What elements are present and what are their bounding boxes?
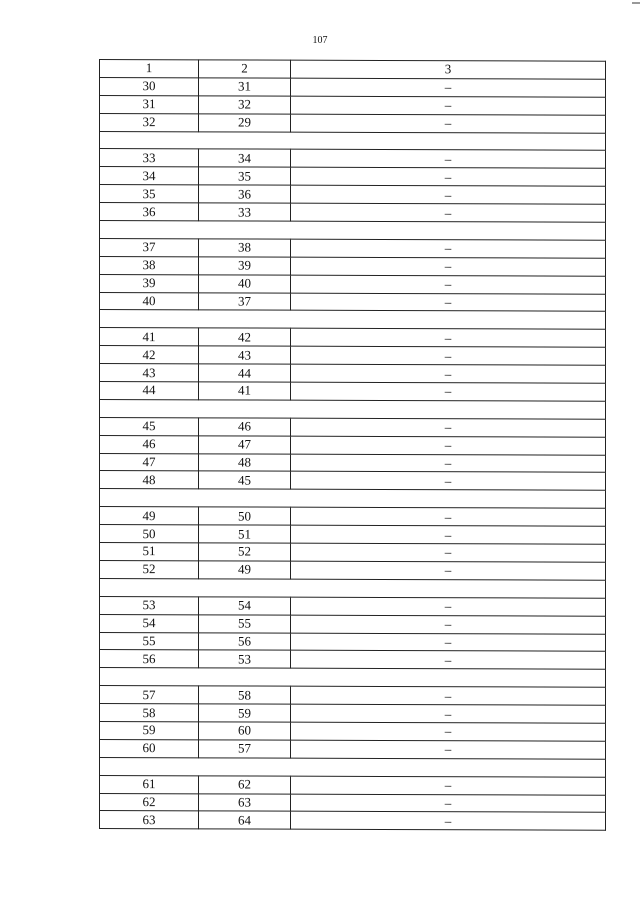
table-cell: – bbox=[291, 364, 606, 383]
table-cell: 60 bbox=[199, 722, 291, 740]
table-cell: 37 bbox=[100, 238, 199, 256]
table-cell: 30 bbox=[100, 77, 199, 95]
table-cell: 50 bbox=[100, 525, 199, 543]
table-cell: – bbox=[291, 239, 606, 258]
table-cell: 42 bbox=[199, 328, 291, 346]
table-cell: 52 bbox=[199, 543, 291, 561]
table-row bbox=[100, 775, 606, 795]
table-row bbox=[100, 185, 606, 205]
table-cell: 54 bbox=[100, 614, 199, 632]
table-cell: 47 bbox=[100, 453, 199, 471]
table-cell: – bbox=[291, 257, 606, 276]
table-cell: – bbox=[291, 740, 606, 759]
table-cell: 58 bbox=[100, 704, 199, 722]
table-row bbox=[100, 650, 606, 670]
table-cell: – bbox=[291, 794, 606, 813]
table-row bbox=[100, 560, 606, 580]
table-cell: – bbox=[291, 812, 606, 831]
table-cell: 32 bbox=[100, 113, 199, 131]
page-number: 107 bbox=[312, 35, 328, 46]
table-cell: 36 bbox=[199, 185, 291, 203]
header-cell: 2 bbox=[199, 60, 291, 78]
table-cell: 56 bbox=[199, 632, 291, 650]
scan-corner-mark bbox=[632, 2, 640, 4]
table-cell: 46 bbox=[100, 435, 199, 453]
table-cell: 63 bbox=[100, 811, 199, 829]
table-container bbox=[99, 59, 606, 831]
table-cell: 43 bbox=[100, 364, 199, 382]
table-cell: 39 bbox=[100, 274, 199, 292]
table-row bbox=[100, 507, 606, 527]
table-cell: 41 bbox=[199, 382, 291, 400]
table-cell: – bbox=[291, 704, 606, 723]
table-row bbox=[100, 721, 606, 741]
table-cell: – bbox=[291, 722, 606, 741]
table-cell: – bbox=[291, 150, 606, 169]
separator-cell bbox=[100, 310, 606, 330]
table-row bbox=[100, 238, 606, 258]
table-cell: 59 bbox=[199, 704, 291, 722]
table-row bbox=[100, 292, 606, 312]
table-cell: 32 bbox=[199, 96, 291, 114]
separator-cell bbox=[100, 578, 606, 598]
table-row bbox=[100, 614, 606, 634]
table-cell: 49 bbox=[100, 507, 199, 525]
separator-row bbox=[100, 131, 606, 151]
table-cell: – bbox=[291, 329, 606, 348]
table-cell: – bbox=[291, 543, 606, 562]
table-cell: 42 bbox=[100, 346, 199, 364]
table-body bbox=[100, 77, 606, 830]
table-cell: 62 bbox=[199, 775, 291, 793]
table-cell: – bbox=[291, 597, 606, 616]
table-row bbox=[100, 203, 606, 223]
table-cell: 48 bbox=[100, 471, 199, 489]
table-cell: 60 bbox=[100, 739, 199, 757]
table-cell: 61 bbox=[100, 775, 199, 793]
table-cell: 57 bbox=[199, 740, 291, 758]
table-cell: – bbox=[291, 275, 606, 294]
header-cell: 1 bbox=[100, 60, 199, 78]
table-cell: 51 bbox=[100, 543, 199, 561]
table-cell: 59 bbox=[100, 721, 199, 739]
table-row bbox=[100, 328, 606, 348]
table-cell: 44 bbox=[199, 364, 291, 382]
table-cell: – bbox=[291, 686, 606, 705]
table-row bbox=[100, 525, 606, 545]
table-row bbox=[100, 811, 606, 831]
table-cell: 33 bbox=[199, 203, 291, 221]
table-cell: 44 bbox=[100, 382, 199, 400]
table-row bbox=[100, 417, 606, 437]
table-cell: 35 bbox=[100, 185, 199, 203]
table-cell: 46 bbox=[199, 418, 291, 436]
table-row bbox=[100, 346, 606, 366]
table-cell: 39 bbox=[199, 257, 291, 275]
table-cell: 31 bbox=[199, 78, 291, 96]
separator-row bbox=[100, 489, 606, 509]
table-row bbox=[100, 793, 606, 813]
table-cell: 50 bbox=[199, 507, 291, 525]
table-row bbox=[100, 596, 606, 616]
table-cell: 37 bbox=[199, 292, 291, 310]
table-row bbox=[100, 256, 606, 276]
separator-row bbox=[100, 668, 606, 688]
table-cell: – bbox=[291, 293, 606, 312]
table-cell: – bbox=[291, 776, 606, 795]
table-cell: 29 bbox=[199, 114, 291, 132]
separator-row bbox=[100, 221, 606, 241]
table-cell: 55 bbox=[100, 632, 199, 650]
separator-cell bbox=[100, 221, 606, 241]
table-cell: 64 bbox=[199, 811, 291, 829]
table-cell: 62 bbox=[100, 793, 199, 811]
table-cell: – bbox=[291, 436, 606, 455]
table-cell: – bbox=[291, 472, 606, 491]
separator-cell bbox=[100, 399, 606, 419]
table-row bbox=[100, 471, 606, 491]
table-cell: – bbox=[291, 382, 606, 401]
table-cell: 36 bbox=[100, 203, 199, 221]
separator-cell bbox=[100, 757, 606, 777]
table-cell: – bbox=[291, 185, 606, 204]
table-cell: – bbox=[291, 651, 606, 670]
table-cell: 63 bbox=[199, 793, 291, 811]
separator-cell bbox=[100, 131, 606, 151]
table-row bbox=[100, 453, 606, 473]
table-cell: 40 bbox=[199, 275, 291, 293]
table-row bbox=[100, 435, 606, 455]
separator-cell bbox=[100, 668, 606, 688]
table-cell: 40 bbox=[100, 292, 199, 310]
table-cell: – bbox=[291, 418, 606, 437]
table-row bbox=[100, 167, 606, 187]
table-cell: 33 bbox=[100, 149, 199, 167]
table-cell: 48 bbox=[199, 453, 291, 471]
separator-row bbox=[100, 578, 606, 598]
table-cell: – bbox=[291, 615, 606, 634]
table-row bbox=[100, 77, 606, 97]
table-cell: 58 bbox=[199, 686, 291, 704]
table-row bbox=[100, 274, 606, 294]
table-row bbox=[100, 704, 606, 724]
table-cell: 38 bbox=[100, 256, 199, 274]
table-cell: 53 bbox=[100, 596, 199, 614]
separator-cell bbox=[100, 489, 606, 509]
separator-row bbox=[100, 757, 606, 777]
table-row bbox=[100, 543, 606, 563]
table-cell: 31 bbox=[100, 95, 199, 113]
table-cell: 53 bbox=[199, 650, 291, 668]
table-cell: 41 bbox=[100, 328, 199, 346]
table-cell: – bbox=[291, 633, 606, 652]
separator-row bbox=[100, 310, 606, 330]
table-cell: 47 bbox=[199, 436, 291, 454]
data-table bbox=[99, 59, 606, 831]
table-row bbox=[100, 113, 606, 133]
table-cell: – bbox=[291, 507, 606, 526]
table-cell: 51 bbox=[199, 525, 291, 543]
table-cell: 49 bbox=[199, 561, 291, 579]
table-cell: 34 bbox=[199, 149, 291, 167]
table-row bbox=[100, 739, 606, 759]
table-cell: – bbox=[291, 346, 606, 365]
table-cell: 45 bbox=[199, 471, 291, 489]
table-row bbox=[100, 95, 606, 115]
table-cell: 35 bbox=[199, 167, 291, 185]
table-cell: – bbox=[291, 454, 606, 473]
table-cell: 45 bbox=[100, 417, 199, 435]
table-header-row bbox=[100, 60, 606, 80]
table-cell: 52 bbox=[100, 560, 199, 578]
table-row bbox=[100, 686, 606, 706]
table-row bbox=[100, 632, 606, 652]
table-cell: 38 bbox=[199, 239, 291, 257]
separator-row bbox=[100, 399, 606, 419]
table-row bbox=[100, 149, 606, 169]
table-cell: – bbox=[291, 168, 606, 187]
header-cell: 3 bbox=[291, 60, 606, 79]
table-cell: 56 bbox=[100, 650, 199, 668]
table-cell: – bbox=[291, 525, 606, 544]
table-cell: 54 bbox=[199, 597, 291, 615]
table-cell: – bbox=[291, 561, 606, 580]
table-cell: – bbox=[291, 203, 606, 222]
table-row bbox=[100, 364, 606, 384]
table-cell: 43 bbox=[199, 346, 291, 364]
table-cell: 57 bbox=[100, 686, 199, 704]
table-cell: – bbox=[291, 96, 606, 115]
table-cell: – bbox=[291, 114, 606, 133]
table-cell: – bbox=[291, 78, 606, 97]
table-cell: 34 bbox=[100, 167, 199, 185]
table-row bbox=[100, 382, 606, 402]
table-cell: 55 bbox=[199, 614, 291, 632]
